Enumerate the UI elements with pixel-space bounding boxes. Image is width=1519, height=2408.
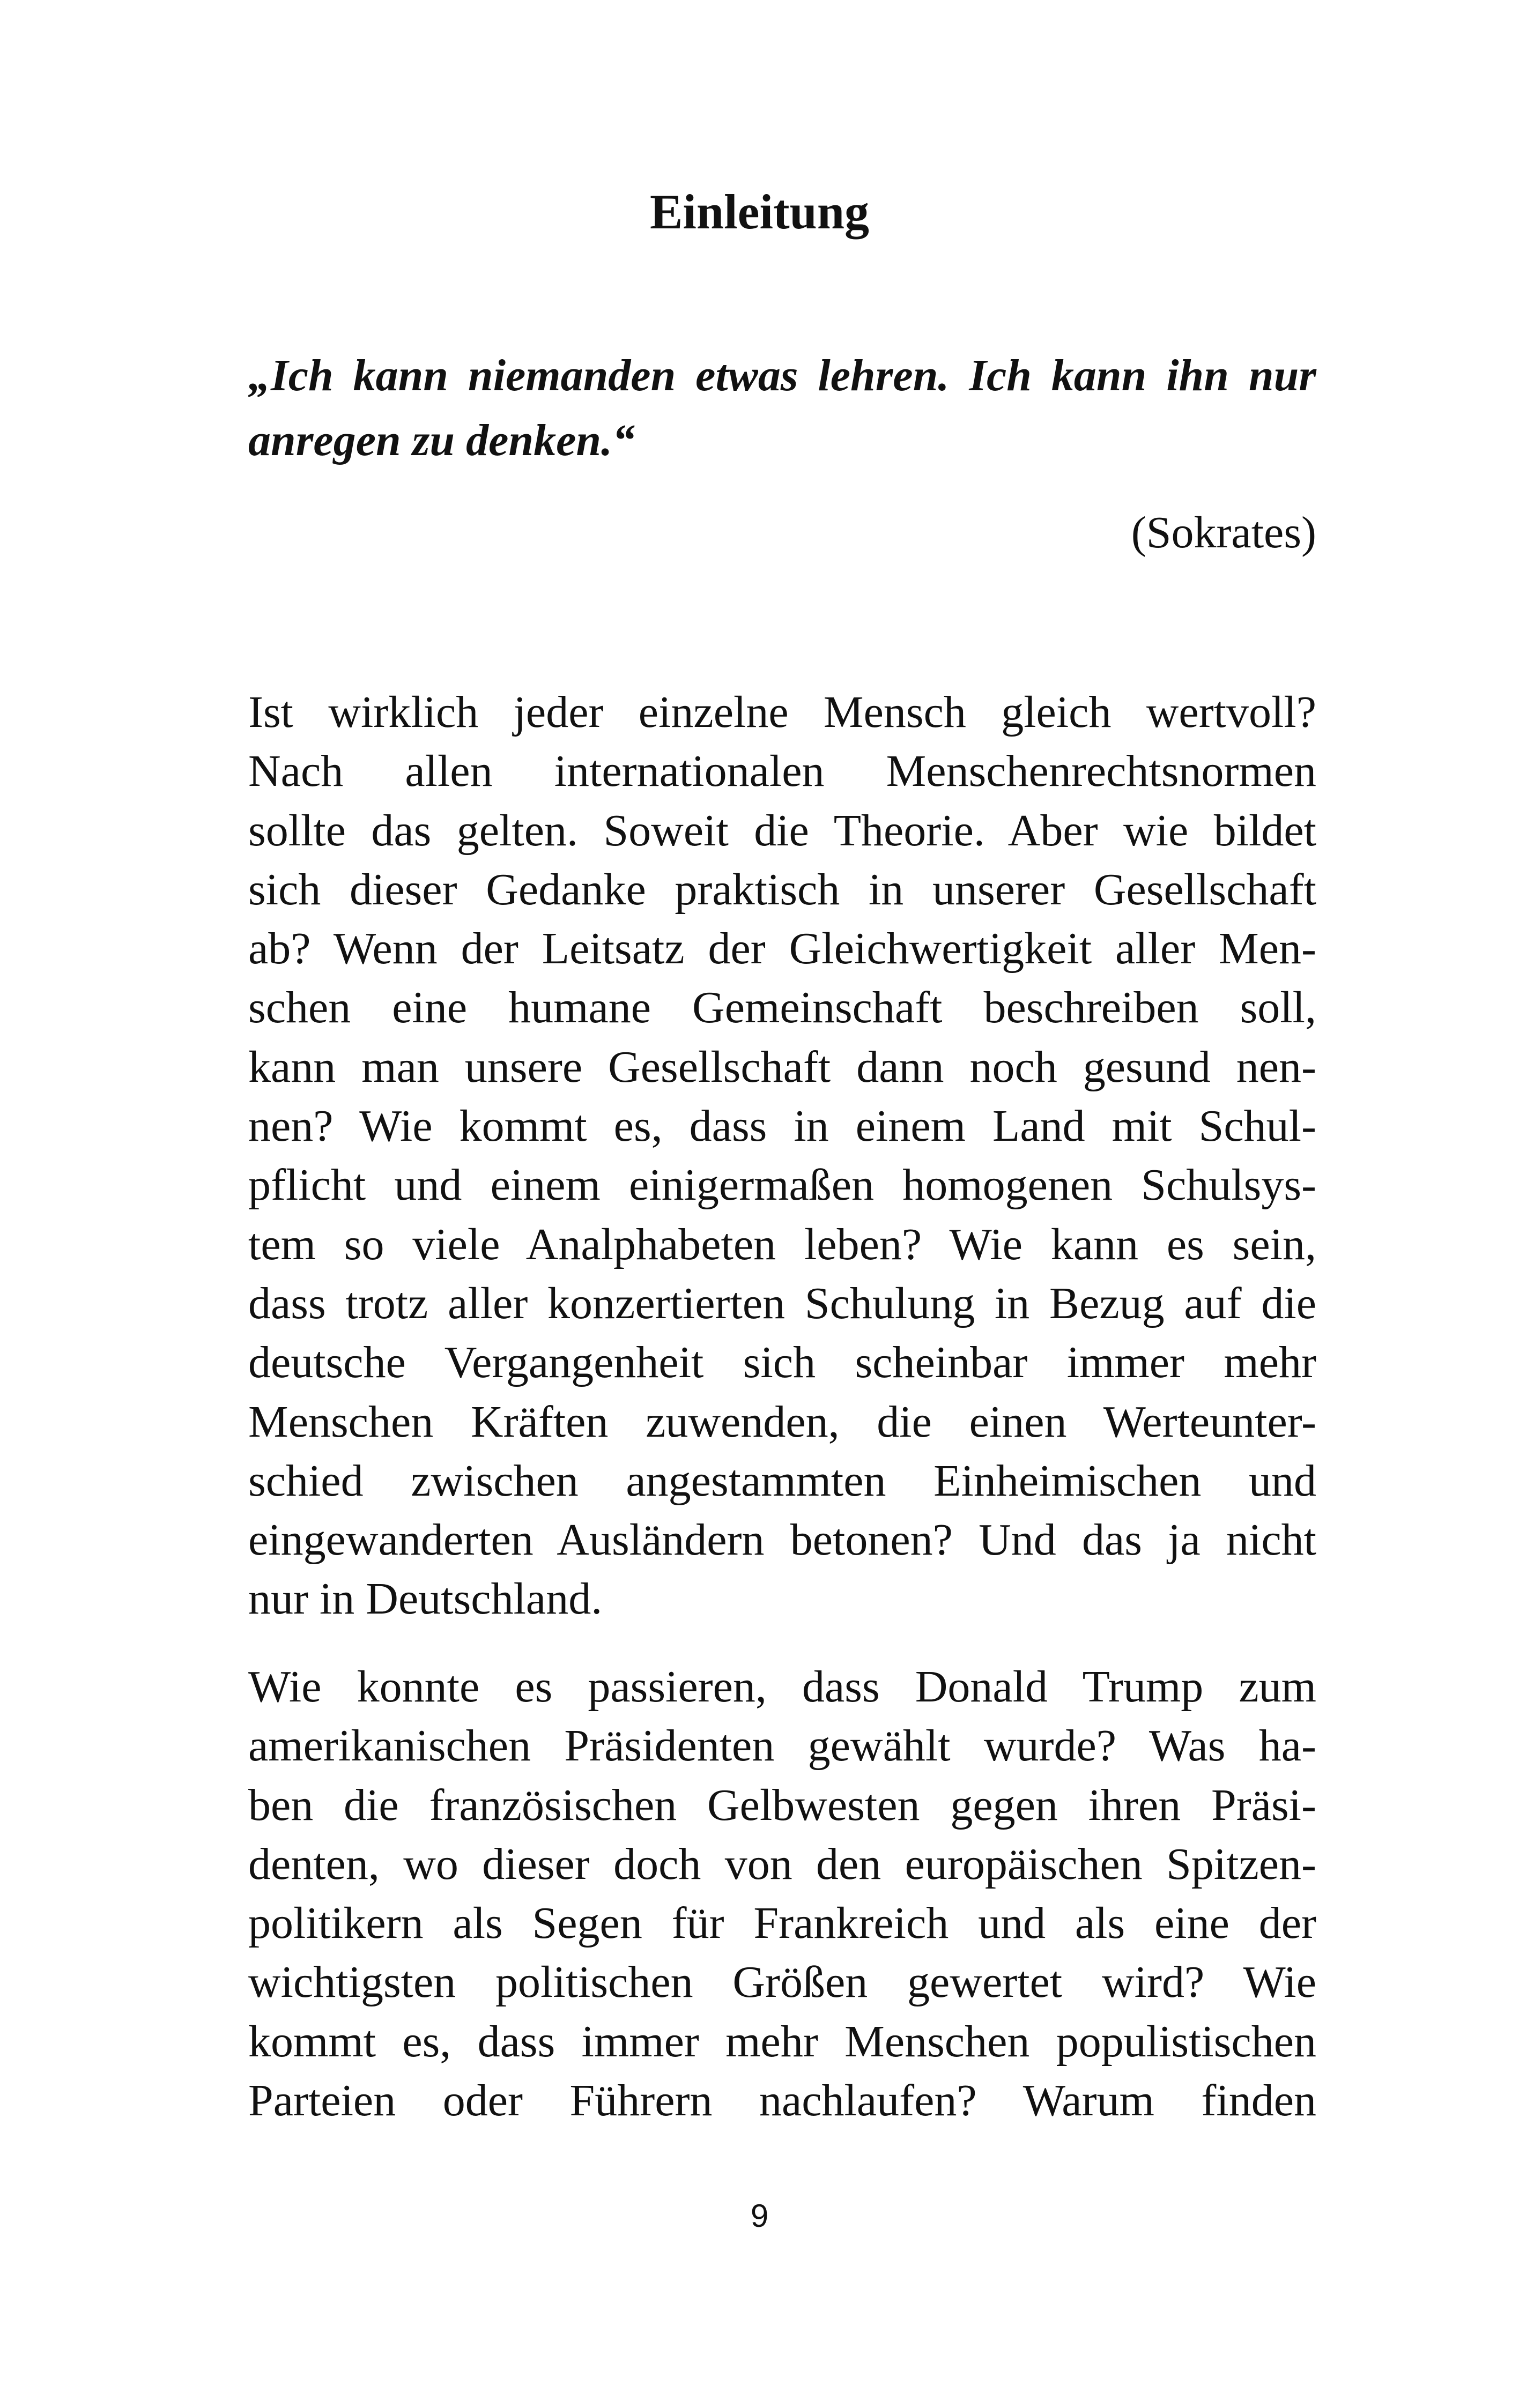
- page-number: 9: [750, 2198, 769, 2234]
- paragraph-line: Menschen Kräften zuwenden, die einen Werteunter-: [248, 1396, 1316, 1447]
- paragraph-line: kann man unsere Gesellschaft dann noch gesund nen-: [248, 1042, 1316, 1092]
- body-paragraph: [248, 683, 1316, 1629]
- chapter-title: Einleitung: [649, 184, 869, 239]
- epigraph-quote: [248, 343, 1316, 473]
- paragraph-line: Wie konnte es passieren, dass Donald Trump zum: [248, 1662, 1316, 1712]
- paragraph-line: Nach allen internationalen Menschenrechtsnormen: [248, 746, 1316, 797]
- epigraph-attribution: (Sokrates): [1131, 508, 1316, 558]
- paragraph-line: sollte das gelten. Soweit die Theorie. Aber wie bildet: [248, 805, 1316, 856]
- paragraph-line: amerikanischen Präsidenten gewählt wurde? Was ha-: [248, 1721, 1316, 1771]
- paragraph-line: wichtigsten politischen Größen gewertet wird? Wie: [248, 1957, 1316, 2008]
- paragraph-line: tem so viele Analphabeten leben? Wie kann es sein,: [248, 1219, 1316, 1269]
- paragraph-line: ben die französischen Gelbwesten gegen ihren Präsi-: [248, 1780, 1316, 1830]
- paragraph-line: schied zwischen angestammten Einheimischen und: [248, 1455, 1316, 1506]
- paragraph-line: schen eine humane Gemeinschaft beschreiben soll,: [248, 983, 1316, 1033]
- paragraph-line: eingewanderten Ausländern betonen? Und das ja nicht: [248, 1515, 1316, 1565]
- epigraph-line: anregen zu denken.“: [248, 415, 635, 465]
- epigraph-line: „Ich kann niemanden etwas lehren. Ich kann ihn nur: [248, 351, 1316, 400]
- paragraph-line: Ist wirklich jeder einzelne Mensch gleich wertvoll?: [248, 687, 1316, 737]
- body-paragraph: [248, 1658, 1316, 2130]
- paragraph-line: deutsche Vergangenheit sich scheinbar immer mehr: [248, 1337, 1316, 1388]
- paragraph-line: dass trotz aller konzertierten Schulung in Bezug auf die: [248, 1278, 1316, 1328]
- paragraph-line: kommt es, dass immer mehr Menschen populistischen: [248, 2016, 1316, 2067]
- paragraph-line: nur in Deutschland.: [248, 1574, 603, 1624]
- paragraph-line: politikern als Segen für Frankreich und als eine der: [248, 1898, 1316, 1949]
- paragraph-line: denten, wo dieser doch von den europäischen Spitzen-: [248, 1839, 1316, 1889]
- paragraph-line: Parteien oder Führern nachlaufen? Warum finden: [248, 2076, 1316, 2126]
- paragraph-line: nen? Wie kommt es, dass in einem Land mit Schul-: [248, 1101, 1316, 1151]
- paragraph-line: sich dieser Gedanke praktisch in unserer Gesellschaft: [248, 864, 1316, 915]
- paragraph-line: pflicht und einem einigermaßen homogenen Schulsys-: [248, 1160, 1316, 1210]
- paragraph-line: ab? Wenn der Leitsatz der Gleichwertigkeit aller Men-: [248, 924, 1316, 974]
